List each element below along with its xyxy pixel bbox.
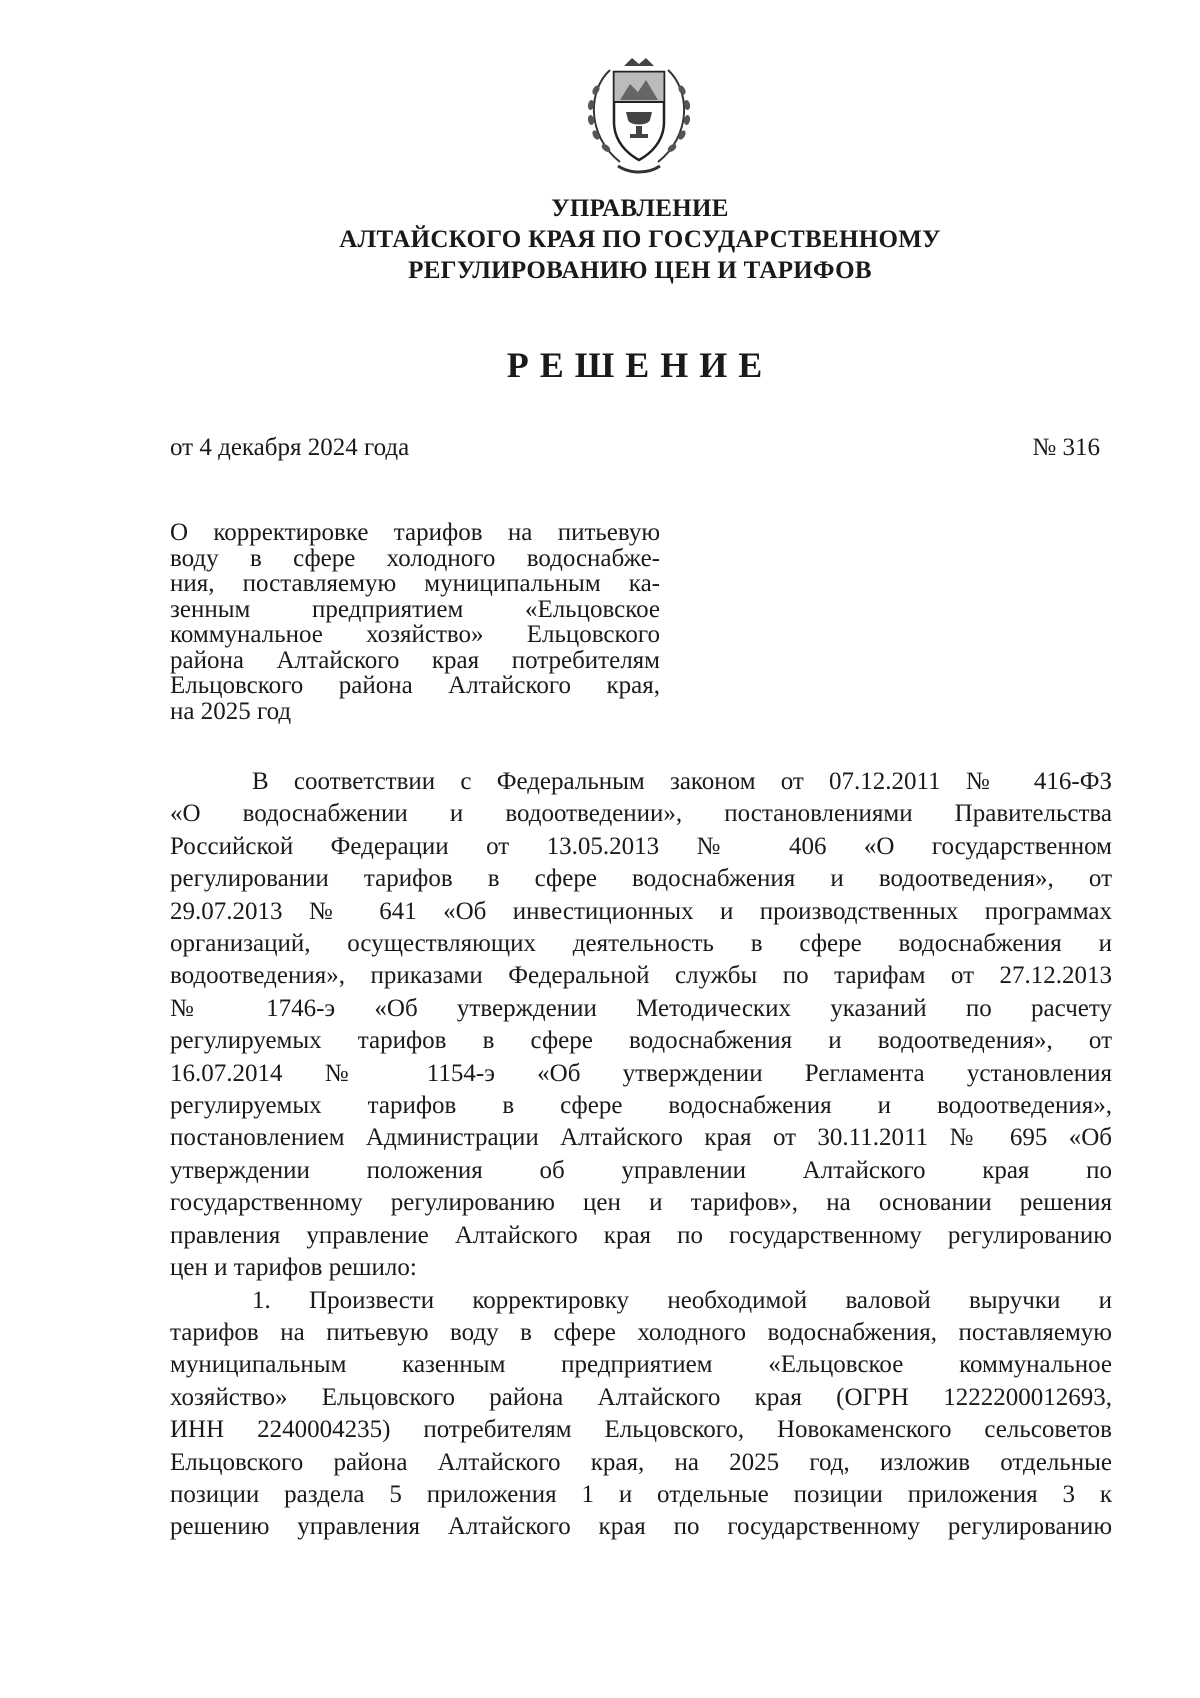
subject-line: на 2025 год: [170, 697, 292, 725]
body-line: № 1746-э «Об утверждении Методических указаний по расчету: [170, 994, 1112, 1022]
body-line: позиции раздела 5 приложения 1 и отдельные позиции приложения 3 к: [170, 1480, 1112, 1508]
organization-name: [250, 193, 1030, 286]
document-number: № 316: [1032, 434, 1100, 461]
body-line: регулируемых тарифов в сфере водоснабжения и водоотведения»,: [170, 1092, 1112, 1120]
subject-line: зенным предприятием «Ельцовское: [170, 595, 660, 623]
body-line: 29.07.2013 № 641 «Об инвестиционных и производственных программах: [170, 897, 1112, 925]
org-line: РЕГУЛИРОВАНИЮ ЦЕН И ТАРИФОВ: [408, 257, 872, 284]
subject-line: воду в сфере холодного водоснабже-: [170, 544, 660, 572]
body-line: ИНН 2240004235) потребителям Ельцовского, Новокаменского сельсоветов: [170, 1416, 1112, 1444]
body-line: регулировании тарифов в сфере водоснабжения и водоотведения», от: [170, 865, 1112, 893]
body-line: правления управление Алтайского края по государственному регулированию: [170, 1221, 1112, 1249]
body-line: водоотведения», приказами Федеральной службы по тарифам от 27.12.2013: [170, 962, 1112, 990]
subject-line: Ельцовского района Алтайского края,: [170, 672, 660, 699]
body-line: государственному регулированию цен и тарифов», на основании решения: [170, 1189, 1112, 1217]
body-line: Российской Федерации от 13.05.2013 № 406 «О государственном: [170, 832, 1112, 860]
body-line: хозяйство» Ельцовского района Алтайского края (ОГРН 1222200012693,: [170, 1383, 1112, 1411]
body-line: организаций, осуществляющих деятельность в сфере водоснабжения и: [170, 930, 1112, 958]
subject-line: ния, поставляемую муниципальным ка-: [170, 570, 660, 597]
document-date: от 4 декабря 2024 года: [170, 434, 410, 461]
document-body: [170, 766, 1112, 1544]
body-line: 16.07.2014 № 1154-э «Об утверждении Регламента установления: [170, 1059, 1112, 1087]
body-line: тарифов на питьевую воду в сфере холодного водоснабжения, поставляемую: [170, 1318, 1112, 1346]
subject-line: района Алтайского края потребителям: [170, 646, 660, 674]
body-line: постановлением Администрации Алтайского края от 30.11.2011 № 695 «Об: [170, 1124, 1112, 1152]
body-line: 1. Произвести корректировку необходимой валовой выручки и: [252, 1286, 1112, 1314]
body-line: «О водоснабжении и водоотведении», постановлениями Правительства: [170, 800, 1112, 828]
body-line: утверждении положения об управлении Алтайского края по: [170, 1156, 1112, 1184]
body-line: В соответствии с Федеральным законом от 07.12.2011 № 416-ФЗ: [252, 768, 1112, 795]
subject-line: коммунальное хозяйство» Ельцовского: [170, 621, 660, 648]
document-subject: [170, 520, 660, 724]
org-line: АЛТАЙСКОГО КРАЯ ПО ГОСУДАРСТВЕННОМУ: [339, 226, 941, 253]
org-line: УПРАВЛЕНИЕ: [551, 195, 729, 222]
body-line: цен и тарифов решило:: [170, 1254, 417, 1282]
body-line: регулируемых тарифов в сфере водоснабжения и водоотведения», от: [170, 1027, 1112, 1055]
subject-line: О корректировке тарифов на питьевую: [170, 519, 660, 546]
body-line: решению управления Алтайского края по государственному регулированию: [170, 1513, 1112, 1541]
body-line: Ельцовского района Алтайского края, на 2025 год, изложив отдельные: [170, 1448, 1112, 1476]
document-type-title: РЕШЕНИЕ: [506, 345, 774, 385]
body-line: муниципальным казенным предприятием «Ельцовское коммунальное: [170, 1351, 1112, 1379]
altai-krai-coat-of-arms-icon: [580, 50, 698, 180]
